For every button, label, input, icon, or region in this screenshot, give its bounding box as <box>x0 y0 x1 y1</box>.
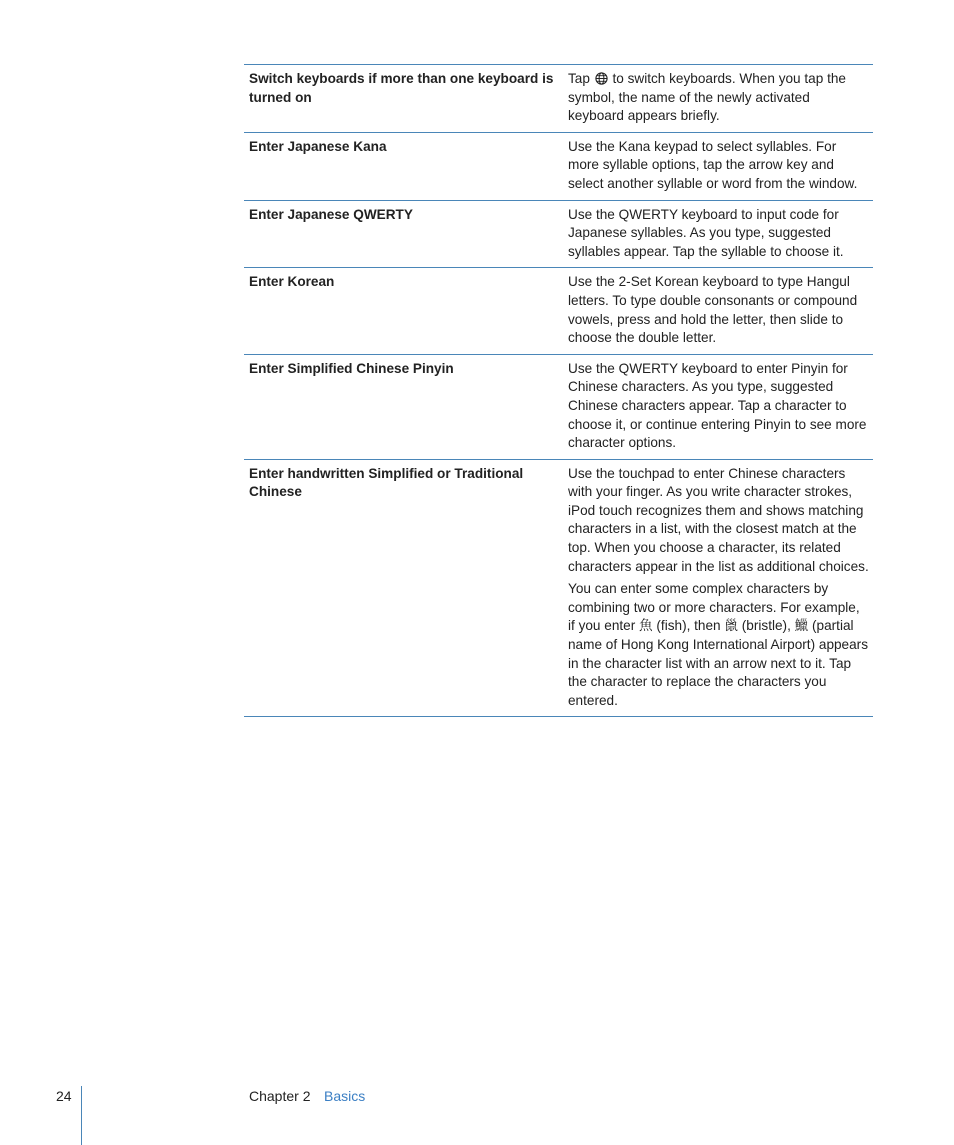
task-cell: Enter Korean <box>249 274 335 290</box>
task-cell: Switch keyboards if more than one keyboard is turned on <box>249 71 554 105</box>
task-cell: Enter Japanese Kana <box>249 138 387 154</box>
table-row <box>244 201 873 269</box>
task-cell: Enter Japanese QWERTY <box>249 206 413 222</box>
task-cell: Enter handwritten Simplified or Traditional Chinese <box>249 465 524 500</box>
page-number: 24 <box>56 1088 72 1104</box>
table-row <box>244 133 873 201</box>
table-row <box>244 65 873 133</box>
table-row <box>244 268 873 354</box>
description-paragraph: Use the touchpad to enter Chinese characters with your finger. As you write character strokes, iPod touch recognizes them and shows matching characters in a list, with the closest match at the top. When you choose a character, its related characters appear in the list as additional choices. <box>568 465 869 574</box>
globe-icon <box>595 72 608 85</box>
table-row <box>244 460 873 718</box>
description-cell: Use the QWERTY keyboard to input code for Japanese syllables. As you type, suggested syllables appear. Tap the syllable to choose it. <box>568 206 844 259</box>
description-paragraph: You can enter some complex characters by combining two or more characters. For example, if you enter 魚 (fish), then 巤 (bristle), 鱲 (partial name of Hong Kong International Airport) appears in the character list with an arrow next to it. Tap the character to replace the characters you entered. <box>568 581 869 708</box>
description-cell <box>563 69 873 126</box>
description-cell <box>563 464 873 711</box>
section-link[interactable]: Basics <box>324 1088 366 1104</box>
chapter-label: Chapter 2 <box>249 1088 311 1104</box>
description-cell: Use the QWERTY keyboard to enter Pinyin for Chinese characters. As you type, suggested Chinese characters appear. Tap a character to choose it, or continue entering Pinyin to see more character options. <box>568 360 867 451</box>
description-cell: Use the 2-Set Korean keyboard to type Hangul letters. To type double consonants or compound vowels, press and hold the letter, then slide to choose the double letter. <box>568 274 858 346</box>
description-cell: Use the Kana keypad to select syllables. For more syllable options, tap the arrow key and select another syllable or word from the window. <box>568 138 858 191</box>
task-cell: Enter Simplified Chinese Pinyin <box>249 360 454 376</box>
description-text: Tap <box>568 71 594 86</box>
table-row <box>244 355 873 460</box>
keyboard-methods-table <box>244 64 873 717</box>
footer-divider <box>81 1086 82 1145</box>
description-text: to switch keyboards. When you tap the symbol, the name of the newly activated keyboard appears briefly. <box>568 71 846 124</box>
